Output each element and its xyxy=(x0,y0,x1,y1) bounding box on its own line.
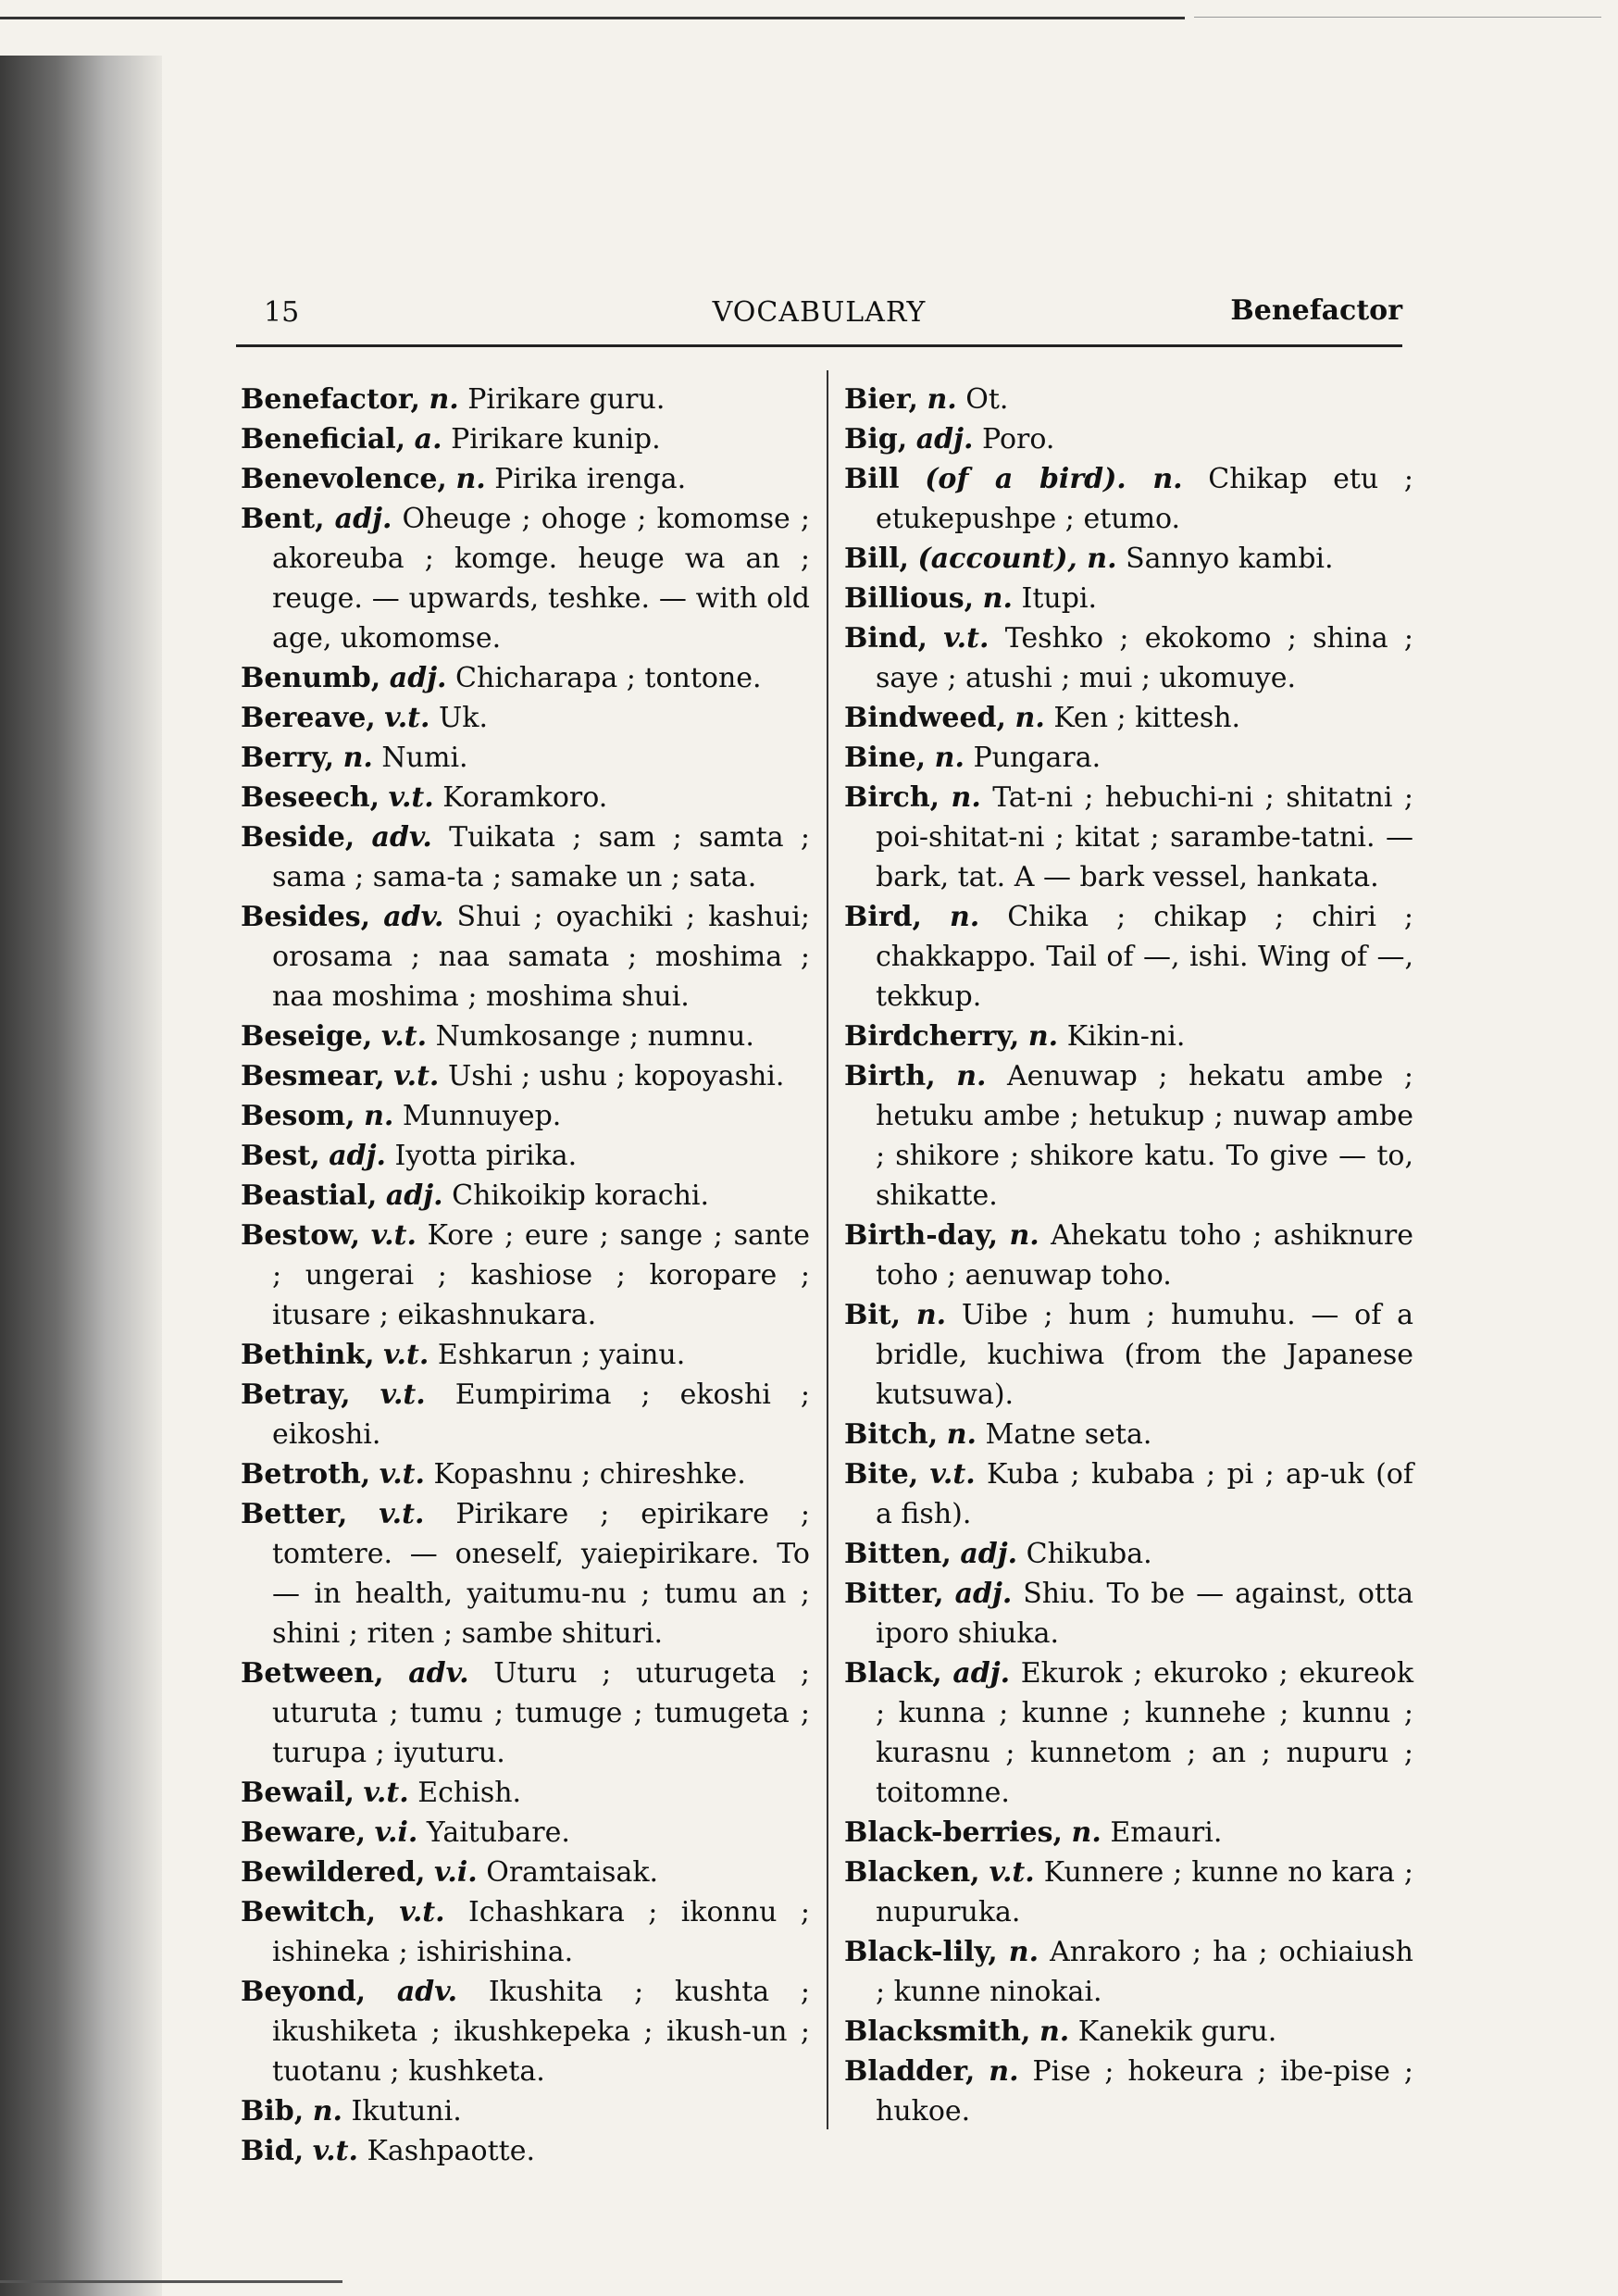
entry-definition: Ekurok ; ekuroko ; ekureok ; kunna ; kunne ; kunnehe ; kunnu ; kurasnu ; kunnetom ; an ; nupuru ; toitomne. xyxy=(876,1657,1413,1809)
entry-part-of-speech: n. xyxy=(982,582,1013,615)
entry-part-of-speech: v.t. xyxy=(384,702,430,734)
entry-definition: Kore ; eure ; sange ; sante ; ungerai ; kashiose ; koropare ; itusare ; eikashnukara. xyxy=(272,1219,810,1331)
entry-part-of-speech: n. xyxy=(949,901,980,933)
entry-part-of-speech: adj. xyxy=(915,423,974,455)
entry-definition: Emauri. xyxy=(1110,1816,1223,1849)
entry-headword: Bewail, xyxy=(241,1777,355,1809)
dictionary-entry xyxy=(241,380,810,419)
entry-definition: Eshkarun ; yainu. xyxy=(437,1339,686,1371)
entry-part-of-speech: adv. xyxy=(396,1976,458,2008)
page-number: 15 xyxy=(264,296,300,329)
entry-headword: Best, xyxy=(241,1140,320,1172)
entry-definition: Pungara. xyxy=(973,742,1101,774)
entry-definition: Uibe ; hum ; humuhu. — of a bridle, kuchiwa (from the Japanese kutsuwa). xyxy=(876,1299,1413,1411)
entry-definition: Oramtaisak. xyxy=(486,1856,659,1889)
entry-headword: Beside, xyxy=(241,821,355,854)
dictionary-entry xyxy=(241,459,810,499)
entry-part-of-speech: v.t. xyxy=(379,1458,425,1491)
entry-headword: Bine, xyxy=(844,742,927,774)
dictionary-entry xyxy=(844,698,1413,738)
dictionary-entry xyxy=(844,618,1413,698)
entry-headword: Birth-day, xyxy=(844,1219,999,1252)
entry-headword: Birdcherry, xyxy=(844,1020,1020,1053)
dictionary-entry xyxy=(844,1056,1413,1216)
entry-definition: Chikuba. xyxy=(1026,1538,1152,1570)
entry-headword: Black-berries, xyxy=(844,1816,1063,1849)
entry-definition: Yaitubare. xyxy=(426,1816,570,1849)
dictionary-entry xyxy=(241,1773,810,1813)
entry-part-of-speech: v.i. xyxy=(374,1816,418,1849)
dictionary-entry xyxy=(844,1454,1413,1534)
entry-headword: Besides, xyxy=(241,901,371,933)
entry-part-of-speech: n. xyxy=(342,742,373,774)
entry-part-of-speech: (of a bird). n. xyxy=(925,463,1183,495)
entry-part-of-speech: v.t. xyxy=(379,1498,425,1530)
entry-headword: Bitter, xyxy=(844,1578,944,1610)
entry-definition: Numkosange ; numnu. xyxy=(435,1020,754,1053)
entry-part-of-speech: adj. xyxy=(389,662,447,694)
entry-definition: Poro. xyxy=(982,423,1055,455)
entry-definition: Pirikare ; epirikare ; tomtere. — oneself, yaiepirikare. To — in health, yaitumu-nu ; tumu an ; shini ; riten ; sambe shituri. xyxy=(272,1498,810,1650)
dictionary-entry xyxy=(241,1096,810,1136)
dictionary-entry xyxy=(241,1892,810,1972)
column-divider xyxy=(827,370,828,2129)
dictionary-entry xyxy=(844,1653,1413,1813)
entry-headword: Benumb, xyxy=(241,662,381,694)
dictionary-entry xyxy=(241,897,810,1017)
dictionary-entry xyxy=(844,1932,1413,2012)
entry-definition: Chikap etu ; etukepushpe ; etumo. xyxy=(876,463,1414,535)
entry-part-of-speech: n. xyxy=(1014,702,1045,734)
entry-part-of-speech: (account), n. xyxy=(917,543,1117,575)
dictionary-entry xyxy=(241,738,810,778)
entry-definition: Iyotta pirika. xyxy=(394,1140,578,1172)
entry-definition: Itupi. xyxy=(1021,582,1098,615)
entry-headword: Bewildered, xyxy=(241,1856,426,1889)
entry-definition: Tuikata ; sam ; samta ; sama ; sama-ta ; samake un ; sata. xyxy=(272,821,810,893)
entry-part-of-speech: v.i. xyxy=(434,1856,478,1889)
entry-headword: Better, xyxy=(241,1498,348,1530)
entry-part-of-speech: adj. xyxy=(334,503,392,535)
entry-headword: Bird, xyxy=(844,901,922,933)
dictionary-entry xyxy=(241,1176,810,1216)
entry-headword: Beware, xyxy=(241,1816,367,1849)
entry-headword: Betroth, xyxy=(241,1458,371,1491)
entry-definition: Shiu. To be — against, otta iporo shiuka. xyxy=(876,1578,1413,1650)
entry-part-of-speech: n. xyxy=(946,1418,977,1451)
entry-part-of-speech: v.t. xyxy=(312,2135,358,2167)
entry-part-of-speech: n. xyxy=(364,1100,394,1132)
dictionary-entry xyxy=(241,2131,810,2171)
dictionary-entry xyxy=(241,1653,810,1773)
entry-headword: Black-lily, xyxy=(844,1936,998,1968)
entry-headword: Bit, xyxy=(844,1299,902,1331)
entry-part-of-speech: n. xyxy=(989,2055,1019,2088)
entry-part-of-speech: n. xyxy=(915,1299,947,1331)
dictionary-entry xyxy=(844,539,1413,579)
dictionary-entry xyxy=(241,1813,810,1853)
entry-definition: Uk. xyxy=(439,702,489,734)
entry-definition: Kuba ; kubaba ; pi ; ap-uk (of a fish). xyxy=(876,1458,1413,1530)
entry-headword: Beseech, xyxy=(241,781,380,814)
dictionary-entry xyxy=(241,658,810,698)
entry-definition: Uturu ; uturugeta ; uturuta ; tumu ; tumuge ; tumugeta ; turupa ; iyuturu. xyxy=(272,1657,810,1769)
entry-headword: Black, xyxy=(844,1657,942,1690)
entry-part-of-speech: n. xyxy=(951,781,981,814)
entry-part-of-speech: n. xyxy=(927,383,957,416)
dictionary-entry xyxy=(844,2052,1413,2131)
entry-part-of-speech: n. xyxy=(1071,1816,1101,1849)
entry-headword: Beneficial, xyxy=(241,423,406,455)
entry-part-of-speech: v.t. xyxy=(929,1458,976,1491)
entry-headword: Bitch, xyxy=(844,1418,939,1451)
entry-definition: Pise ; hokeura ; ibe-pise ; hukoe. xyxy=(876,2055,1413,2128)
dictionary-entry xyxy=(241,1136,810,1176)
entry-headword: Bier, xyxy=(844,383,918,416)
entry-part-of-speech: adj. xyxy=(385,1179,443,1212)
header-rule xyxy=(236,344,1402,347)
entry-part-of-speech: adj. xyxy=(954,1578,1013,1610)
entry-part-of-speech: n. xyxy=(429,383,459,416)
entry-headword: Bill, xyxy=(844,543,909,575)
entry-definition: Kunnere ; kunne no kara ; nupuruka. xyxy=(876,1856,1413,1928)
dictionary-entry xyxy=(844,1853,1413,1932)
entry-part-of-speech: n. xyxy=(455,463,486,495)
dictionary-entry xyxy=(844,1295,1413,1415)
entry-headword: Beyond, xyxy=(241,1976,367,2008)
dictionary-entry xyxy=(844,1534,1413,1574)
entry-headword: Bib, xyxy=(241,2095,305,2128)
entry-definition: Munnuyep. xyxy=(402,1100,562,1132)
entry-definition: Anrakoro ; ha ; ochiaiush ; kunne ninokai. xyxy=(876,1936,1413,2008)
entry-headword: Bill xyxy=(844,463,900,495)
entry-headword: Bent, xyxy=(241,503,325,535)
entry-definition: Ushi ; ushu ; kopoyashi. xyxy=(447,1060,785,1092)
entry-headword: Blacken, xyxy=(844,1856,980,1889)
entry-part-of-speech: adj. xyxy=(960,1538,1018,1570)
entry-part-of-speech: v.t. xyxy=(370,1219,417,1252)
entry-part-of-speech: adv. xyxy=(408,1657,469,1690)
dictionary-entry xyxy=(844,778,1413,897)
entry-definition: Teshko ; ekokomo ; shina ; saye ; atushi ; mui ; ukomuye. xyxy=(876,622,1413,694)
entry-part-of-speech: v.t. xyxy=(989,1856,1035,1889)
dictionary-entry xyxy=(844,380,1413,419)
entry-headword: Blacksmith, xyxy=(844,2015,1031,2048)
guide-word: Benefactor xyxy=(1230,294,1402,327)
entry-definition: Echish. xyxy=(417,1777,522,1809)
entry-headword: Besmear, xyxy=(241,1060,385,1092)
entry-part-of-speech: n. xyxy=(1027,1020,1059,1053)
entry-definition: Kopashnu ; chireshke. xyxy=(433,1458,746,1491)
entry-definition: Chika ; chikap ; chiri ; chakkappo. Tail of —, ishi. Wing of —, tekkup. xyxy=(876,901,1413,1013)
entry-definition: Koramkoro. xyxy=(442,781,608,814)
dictionary-entry xyxy=(844,579,1413,618)
entry-definition: Chikoikip korachi. xyxy=(452,1179,710,1212)
entry-headword: Beastial, xyxy=(241,1179,378,1212)
entry-headword: Bethink, xyxy=(241,1339,375,1371)
entry-part-of-speech: adj. xyxy=(952,1657,1011,1690)
dictionary-entry xyxy=(844,738,1413,778)
entry-part-of-speech: v.t. xyxy=(363,1777,409,1809)
entry-part-of-speech: v.t. xyxy=(399,1896,445,1928)
entry-headword: Bindweed, xyxy=(844,702,1006,734)
entry-definition: Pirika irenga. xyxy=(494,463,687,495)
dictionary-entry xyxy=(844,2012,1413,2052)
entry-definition: Pirikare kunip. xyxy=(451,423,661,455)
entry-definition: Matne seta. xyxy=(985,1418,1152,1451)
entry-definition: Tat-ni ; hebuchi-ni ; shitatni ; poi-shitat-ni ; kitat ; sarambe-tatni. — bark, tat. A — bark vessel, hankata. xyxy=(876,781,1413,893)
dictionary-entry xyxy=(241,1335,810,1375)
entry-headword: Berry, xyxy=(241,742,335,774)
dictionary-entry xyxy=(241,1375,810,1454)
entry-definition: Numi. xyxy=(381,742,468,774)
entry-definition: Ikushita ; kushta ; ikushiketa ; ikushkepeka ; ikush-un ; tuotanu ; kushketa. xyxy=(272,1976,810,2088)
entry-definition: Ot. xyxy=(965,383,1009,416)
entry-definition: Ahekatu toho ; ashiknure toho ; aenuwap toho. xyxy=(876,1219,1413,1292)
entry-part-of-speech: v.t. xyxy=(383,1339,429,1371)
entry-definition: Pirikare guru. xyxy=(467,383,666,416)
entry-headword: Betray, xyxy=(241,1379,351,1411)
top-edge-rule-faint xyxy=(1194,17,1601,18)
entry-headword: Bitten, xyxy=(844,1538,952,1570)
right-column xyxy=(844,380,1413,2131)
entry-headword: Benevolence, xyxy=(241,463,447,495)
dictionary-entry xyxy=(844,1216,1413,1295)
top-edge-rule xyxy=(0,17,1185,19)
dictionary-entry xyxy=(844,897,1413,1017)
dictionary-entry xyxy=(844,1017,1413,1056)
entry-headword: Bite, xyxy=(844,1458,919,1491)
dictionary-entry xyxy=(241,1216,810,1335)
entry-headword: Bestow, xyxy=(241,1219,361,1252)
dictionary-entry xyxy=(241,1494,810,1653)
entry-headword: Bewitch, xyxy=(241,1896,377,1928)
dictionary-entry xyxy=(844,1574,1413,1653)
entry-headword: Bladder, xyxy=(844,2055,976,2088)
running-title: VOCABULARY xyxy=(712,296,927,329)
entry-definition: Chicharapa ; tontone. xyxy=(455,662,762,694)
dictionary-entry xyxy=(241,499,810,658)
entry-part-of-speech: n. xyxy=(956,1060,987,1092)
dictionary-entry xyxy=(844,419,1413,459)
dictionary-entry xyxy=(241,778,810,817)
book-binding-shadow xyxy=(0,56,162,2296)
entry-part-of-speech: n. xyxy=(1009,1219,1039,1252)
entry-headword: Besom, xyxy=(241,1100,355,1132)
dictionary-entry xyxy=(241,817,810,897)
entry-part-of-speech: n. xyxy=(934,742,965,774)
entry-part-of-speech: a. xyxy=(414,423,442,455)
entry-definition: Ken ; kittesh. xyxy=(1053,702,1241,734)
entry-definition: Kanekik guru. xyxy=(1077,2015,1277,2048)
entry-headword: Bereave, xyxy=(241,702,376,734)
entry-headword: Birth, xyxy=(844,1060,936,1092)
entry-definition: Ichashkara ; ikonnu ; ishineka ; ishirishina. xyxy=(272,1896,810,1968)
dictionary-entry xyxy=(241,2091,810,2131)
dictionary-entry xyxy=(241,1454,810,1494)
entry-definition: Kashpaotte. xyxy=(367,2135,536,2167)
entry-definition: Sannyo kambi. xyxy=(1126,543,1334,575)
entry-headword: Beseige, xyxy=(241,1020,373,1053)
left-column xyxy=(241,380,810,2171)
dictionary-entry xyxy=(241,1017,810,1056)
dictionary-entry xyxy=(241,1972,810,2091)
entry-definition: Eumpirima ; ekoshi ; eikoshi. xyxy=(272,1379,810,1451)
entry-headword: Billious, xyxy=(844,582,975,615)
dictionary-entry xyxy=(844,1813,1413,1853)
dictionary-entry xyxy=(844,459,1413,539)
entry-headword: Birch, xyxy=(844,781,940,814)
bottom-edge-rule xyxy=(0,2280,342,2283)
dictionary-entry xyxy=(241,1056,810,1096)
dictionary-entry xyxy=(241,419,810,459)
entry-definition: Ikutuni. xyxy=(351,2095,462,2128)
entry-headword: Benefactor, xyxy=(241,383,420,416)
entry-part-of-speech: adv. xyxy=(371,821,432,854)
entry-part-of-speech: v.t. xyxy=(393,1060,440,1092)
dictionary-entry xyxy=(241,1853,810,1892)
entry-part-of-speech: v.t. xyxy=(380,1379,426,1411)
entry-part-of-speech: n. xyxy=(1008,1936,1039,1968)
entry-part-of-speech: v.t. xyxy=(380,1020,428,1053)
entry-part-of-speech: adj. xyxy=(329,1140,386,1172)
entry-part-of-speech: n. xyxy=(1039,2015,1070,2048)
entry-definition: Kikin-ni. xyxy=(1066,1020,1186,1053)
dictionary-entry xyxy=(241,698,810,738)
entry-definition: Oheuge ; ohoge ; komomse ; akoreuba ; komge. heuge wa an ; reuge. — upwards, teshke. — with old age, ukomomse. xyxy=(272,503,811,655)
entry-part-of-speech: n. xyxy=(312,2095,342,2128)
entry-headword: Bind, xyxy=(844,622,927,655)
entry-definition: Shui ; oyachiki ; kashui; orosama ; naa samata ; moshima ; naa moshima ; moshima shui. xyxy=(272,901,810,1013)
entry-headword: Between, xyxy=(241,1657,384,1690)
entry-part-of-speech: v.t. xyxy=(943,622,989,655)
entry-headword: Bid, xyxy=(241,2135,305,2167)
entry-part-of-speech: adv. xyxy=(383,901,444,933)
entry-part-of-speech: v.t. xyxy=(388,781,434,814)
running-header xyxy=(236,289,1402,335)
dictionary-entry xyxy=(844,1415,1413,1454)
entry-headword: Big, xyxy=(844,423,908,455)
entry-definition: Aenuwap ; hekatu ambe ; hetuku ambe ; hetukup ; nuwap ambe ; shikore ; shikore katu. To give — to, shikatte. xyxy=(876,1060,1413,1212)
